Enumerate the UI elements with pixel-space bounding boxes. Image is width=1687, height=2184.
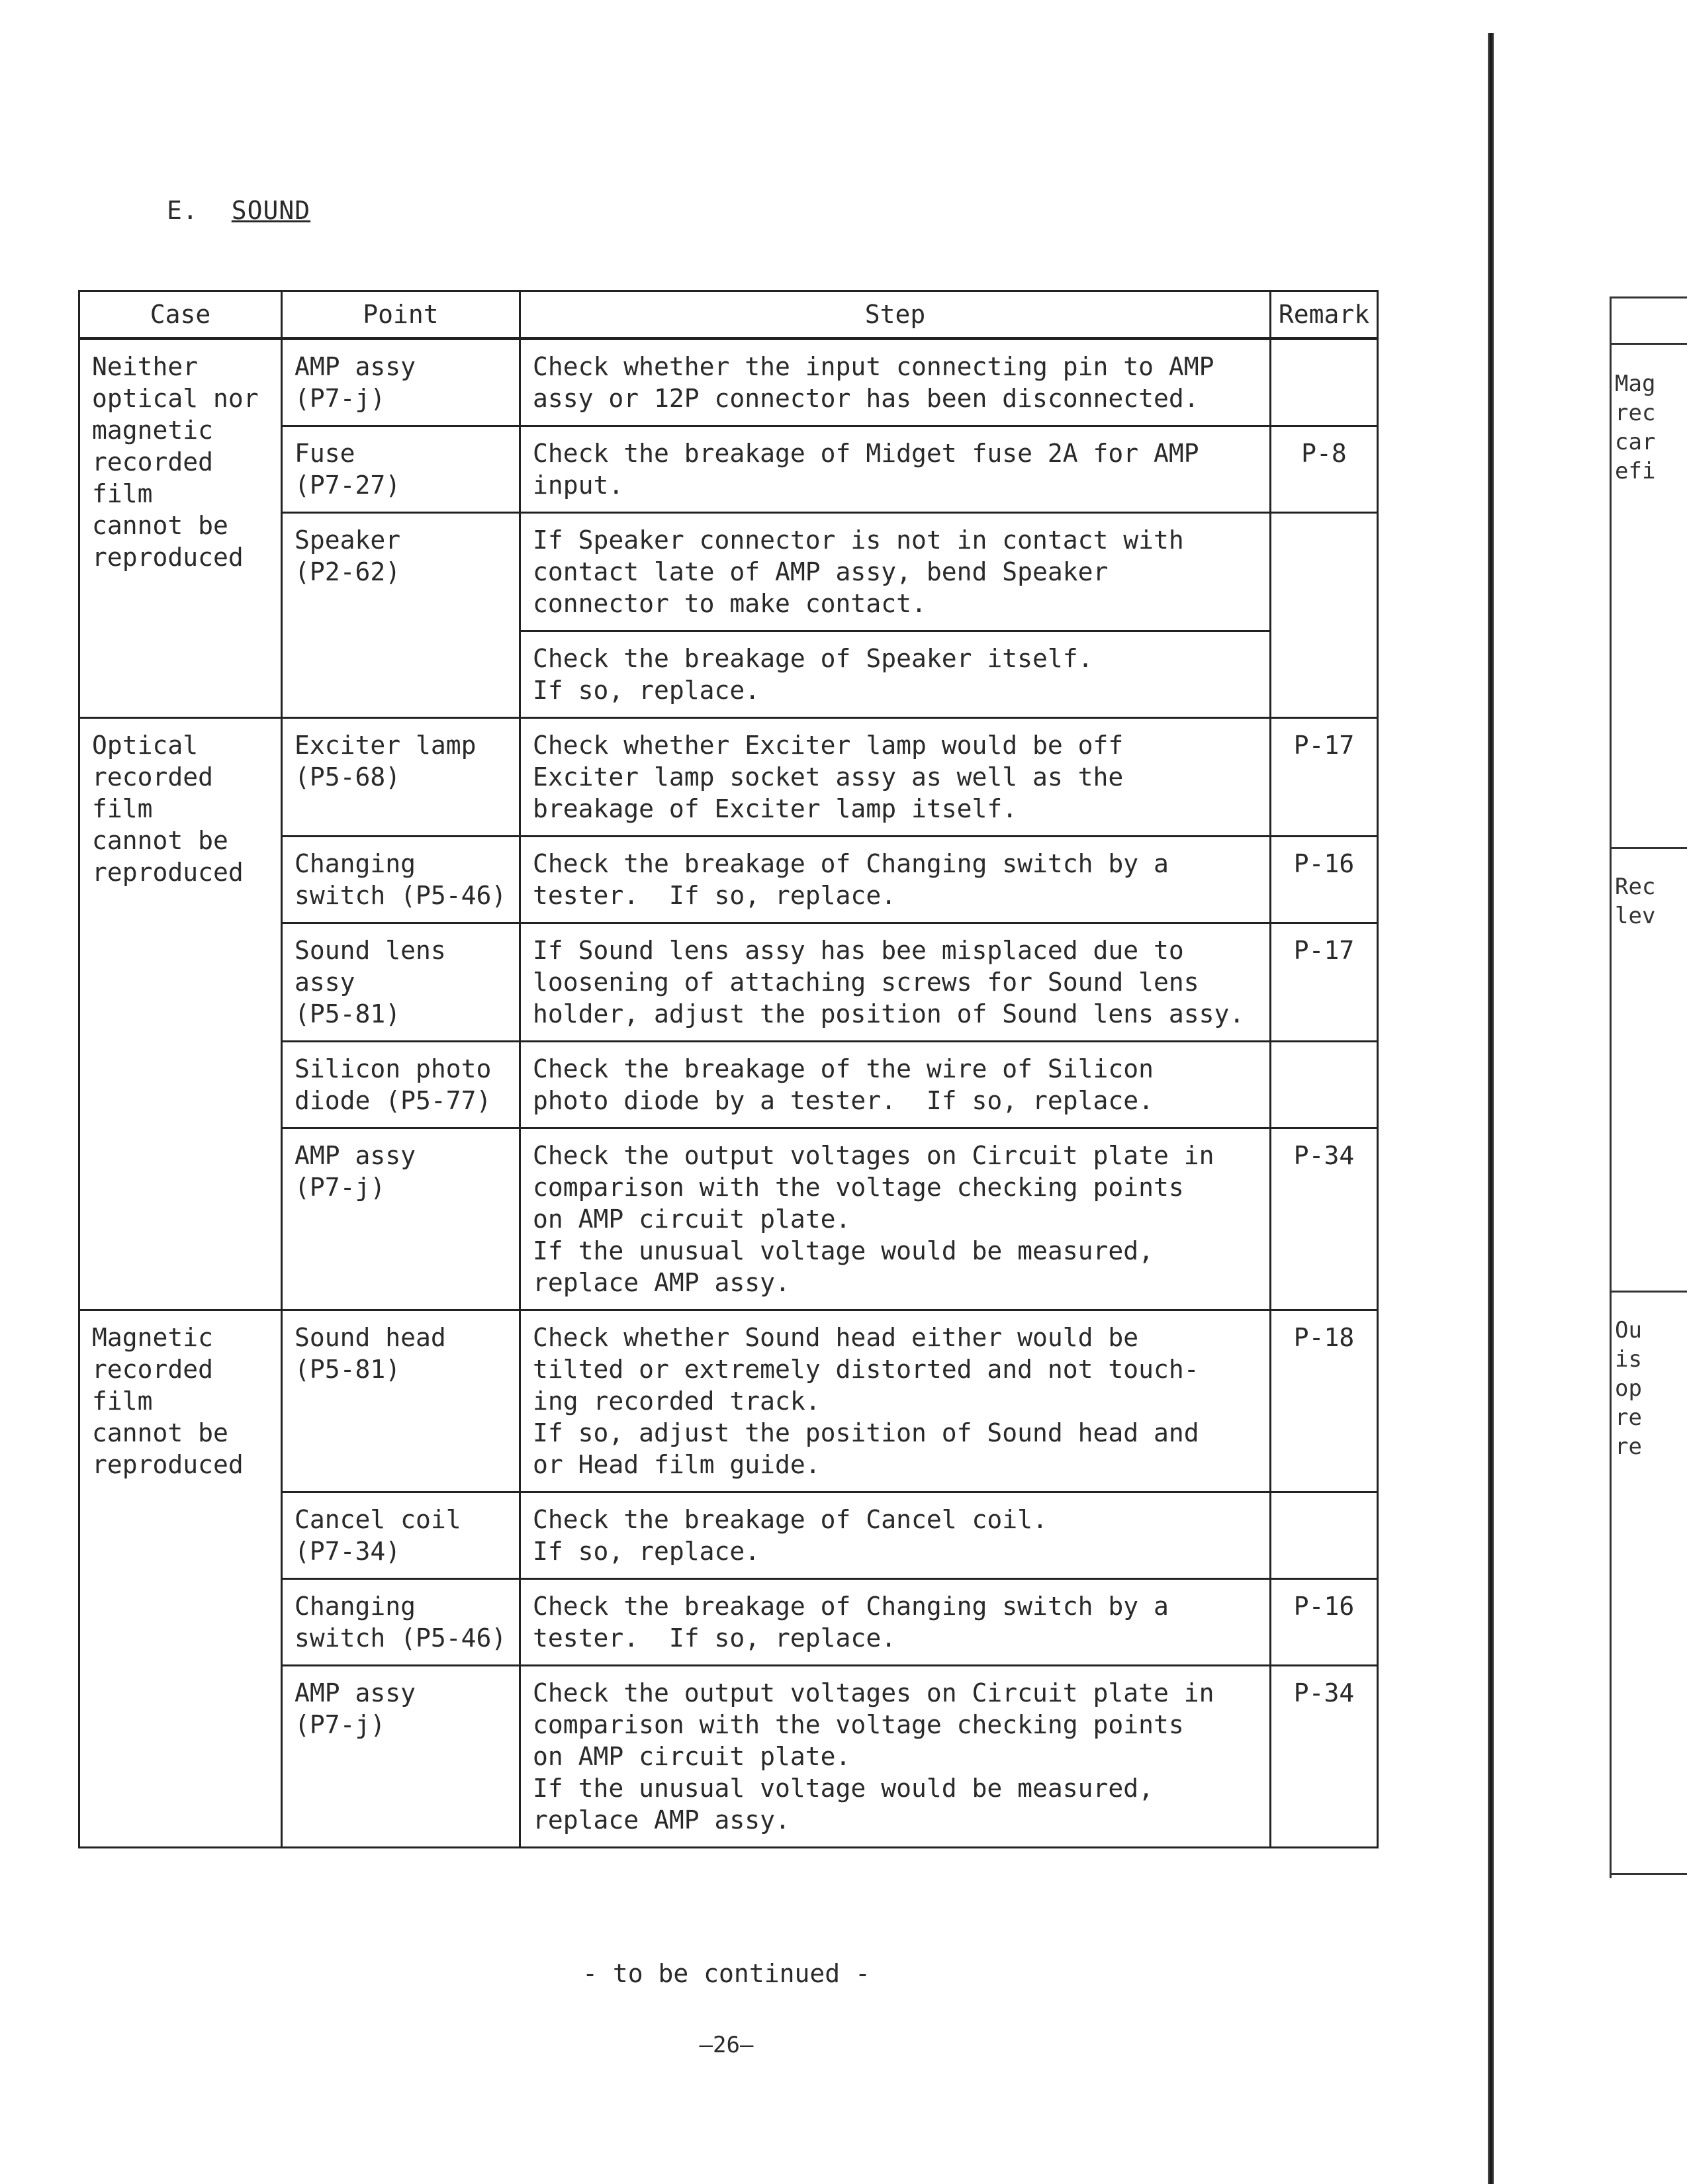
header-case: Case	[79, 291, 282, 339]
adjacent-table-rule	[1610, 296, 1687, 298]
step-cell	[520, 339, 1271, 426]
table-header-row	[79, 291, 1378, 339]
step-line: Exciter lamp socket assy as well as the	[533, 762, 1124, 792]
sound-troubleshooting-table	[78, 290, 1379, 1848]
step-line: If so, replace.	[533, 676, 760, 705]
step-line: If Sound lens assy has bee misplaced due to	[533, 936, 1184, 965]
step-line: or Head film guide.	[533, 1450, 821, 1479]
adjacent-fragment: op	[1615, 1375, 1642, 1402]
case-line: recorded	[92, 1355, 214, 1384]
point-line: AMP assy	[295, 1141, 416, 1170]
adjacent-table-rule	[1610, 1291, 1687, 1293]
point-line: (P2-62)	[295, 557, 401, 586]
point-cell	[282, 1042, 520, 1128]
point-line: Silicon photo	[295, 1054, 492, 1083]
adjacent-page-fragment	[1522, 0, 1687, 2184]
step-line: ing recorded track.	[533, 1387, 821, 1416]
step-cell	[520, 923, 1271, 1042]
case-line: Neither	[92, 352, 199, 381]
step-cell	[520, 837, 1271, 923]
point-line: Sound head	[295, 1323, 446, 1352]
step-line: If the unusual voltage would be measured,	[533, 1236, 1154, 1265]
adjacent-table-rule	[1610, 847, 1687, 849]
point-line: (P7-j)	[295, 384, 386, 413]
case-line: reproduced	[92, 858, 244, 887]
point-cell	[282, 1310, 520, 1492]
point-cell	[282, 1128, 520, 1310]
point-line: Changing	[295, 849, 416, 878]
step-line: Check the breakage of the wire of Silicon	[533, 1054, 1154, 1083]
step-cell	[520, 1310, 1271, 1492]
point-cell	[282, 1492, 520, 1579]
point-line: switch (P5-46)	[295, 1623, 507, 1653]
step-line: tester. If so, replace.	[533, 1623, 897, 1653]
step-line: on AMP circuit plate.	[533, 1205, 851, 1234]
point-line: (P7-27)	[295, 471, 401, 500]
step-line: If Speaker connector is not in contact with	[533, 525, 1184, 555]
point-line: (P5-68)	[295, 762, 401, 792]
step-line: loosening of attaching screws for Sound lens	[533, 968, 1199, 997]
section-letter: E.	[167, 196, 199, 225]
point-line: AMP assy	[295, 1678, 416, 1707]
case-line: Magnetic	[92, 1323, 214, 1352]
remark-cell: P-34	[1271, 1128, 1378, 1310]
step-line: comparison with the voltage checking points	[533, 1710, 1184, 1739]
point-line: (P7-j)	[295, 1710, 386, 1739]
step-cell	[520, 718, 1271, 837]
step-line: tilted or extremely distorted and not touch-	[533, 1355, 1199, 1384]
step-line: tester. If so, replace.	[533, 881, 897, 910]
step-line: Check whether the input connecting pin to AMP	[533, 352, 1214, 381]
point-line: Exciter lamp	[295, 731, 477, 760]
point-line: (P5-81)	[295, 999, 401, 1028]
remark-cell	[1271, 513, 1378, 718]
step-line: Check the breakage of Cancel coil.	[533, 1505, 1048, 1534]
adjacent-fragment: car	[1615, 429, 1656, 455]
page-number: —26—	[699, 2032, 754, 2058]
binder-edge	[1488, 33, 1494, 2184]
adjacent-table-rule	[1610, 343, 1687, 345]
case-cell	[79, 339, 282, 718]
step-line: replace AMP assy.	[533, 1268, 790, 1297]
point-line: Changing	[295, 1592, 416, 1621]
step-line: Check the breakage of Changing switch by a	[533, 1592, 1169, 1621]
table-body	[79, 339, 1378, 1848]
case-line: Optical	[92, 731, 199, 760]
remark-cell	[1271, 1492, 1378, 1579]
point-line: assy	[295, 968, 355, 997]
step-line: input.	[533, 471, 624, 500]
case-line: film	[92, 1387, 153, 1416]
remark-cell	[1271, 1042, 1378, 1128]
table-row	[79, 1310, 1378, 1492]
step-line: replace AMP assy.	[533, 1805, 790, 1835]
point-cell	[282, 1579, 520, 1666]
point-cell	[282, 1666, 520, 1848]
adjacent-fragment: efi	[1615, 458, 1656, 484]
step-cell	[520, 513, 1271, 631]
point-line: Fuse	[295, 439, 355, 468]
step-line: Check the breakage of Midget fuse 2A for AMP	[533, 439, 1199, 468]
adjacent-fragment: re	[1615, 1433, 1642, 1460]
case-line: recorded	[92, 762, 214, 792]
case-line: recorded	[92, 447, 214, 477]
point-line: (P7-j)	[295, 1173, 386, 1202]
point-line: Sound lens	[295, 936, 446, 965]
step-line: on AMP circuit plate.	[533, 1742, 851, 1771]
point-cell	[282, 718, 520, 837]
step-line: breakage of Exciter lamp itself.	[533, 794, 1018, 823]
header-point: Point	[282, 291, 520, 339]
step-cell	[520, 1128, 1271, 1310]
table-row	[79, 718, 1378, 837]
point-line: diode (P5-77)	[295, 1086, 492, 1115]
point-cell	[282, 513, 520, 718]
step-line: Check the breakage of Speaker itself.	[533, 644, 1093, 673]
case-line: cannot be	[92, 826, 228, 855]
step-line: Check the output voltages on Circuit plate in	[533, 1141, 1214, 1170]
point-line: AMP assy	[295, 352, 416, 381]
step-line: comparison with the voltage checking points	[533, 1173, 1184, 1202]
step-line: Check whether Sound head either would be	[533, 1323, 1139, 1352]
step-cell	[520, 1579, 1271, 1666]
step-line: photo diode by a tester. If so, replace.	[533, 1086, 1154, 1115]
point-line: Speaker	[295, 525, 401, 555]
section-heading	[167, 196, 310, 225]
point-cell	[282, 923, 520, 1042]
continued-note: - to be continued -	[582, 1959, 870, 1988]
point-line: Cancel coil	[295, 1505, 461, 1534]
step-cell	[520, 1666, 1271, 1848]
header-remark: Remark	[1271, 291, 1378, 339]
adjacent-table-rule	[1610, 1873, 1687, 1875]
header-step: Step	[520, 291, 1271, 339]
case-cell	[79, 718, 282, 1310]
step-line: connector to make contact.	[533, 589, 927, 618]
case-line: film	[92, 479, 153, 508]
remark-cell: P-16	[1271, 837, 1378, 923]
table-row	[79, 339, 1378, 426]
section-title: SOUND	[231, 196, 311, 225]
adjacent-fragment: re	[1615, 1404, 1642, 1431]
point-cell	[282, 426, 520, 513]
case-line: reproduced	[92, 543, 244, 572]
remark-cell: P-17	[1271, 923, 1378, 1042]
point-line: (P5-81)	[295, 1355, 401, 1384]
step-cell	[520, 631, 1271, 718]
step-line: Check the output voltages on Circuit plate in	[533, 1678, 1214, 1707]
step-line: If the unusual voltage would be measured,	[533, 1774, 1154, 1803]
step-cell	[520, 426, 1271, 513]
remark-cell	[1271, 339, 1378, 426]
case-line: film	[92, 794, 153, 823]
adjacent-fragment: Ou	[1615, 1317, 1642, 1343]
remark-cell: P-16	[1271, 1579, 1378, 1666]
case-line: reproduced	[92, 1450, 244, 1479]
point-cell	[282, 837, 520, 923]
step-line: contact late of AMP assy, bend Speaker	[533, 557, 1109, 586]
point-line: switch (P5-46)	[295, 881, 507, 910]
adjacent-fragment: lev	[1615, 903, 1656, 929]
case-line: cannot be	[92, 511, 228, 540]
step-line: If so, adjust the position of Sound head and	[533, 1418, 1199, 1447]
step-cell	[520, 1042, 1271, 1128]
step-line: Check whether Exciter lamp would be off	[533, 731, 1124, 760]
step-line: assy or 12P connector has been disconnected.	[533, 384, 1199, 413]
adjacent-fragment: is	[1615, 1346, 1642, 1373]
step-line: If so, replace.	[533, 1537, 760, 1566]
adjacent-fragment: Rec	[1615, 874, 1656, 900]
adjacent-fragment: rec	[1615, 400, 1656, 426]
point-cell	[282, 339, 520, 426]
remark-cell: P-18	[1271, 1310, 1378, 1492]
remark-cell: P-8	[1271, 426, 1378, 513]
case-line: magnetic	[92, 416, 214, 445]
adjacent-fragment: Mag	[1615, 371, 1656, 397]
case-line: cannot be	[92, 1418, 228, 1447]
case-line: optical nor	[92, 384, 259, 413]
step-line: Check the breakage of Changing switch by a	[533, 849, 1169, 878]
remark-cell: P-17	[1271, 718, 1378, 837]
case-cell	[79, 1310, 282, 1848]
remark-cell: P-34	[1271, 1666, 1378, 1848]
adjacent-table-border	[1610, 296, 1612, 1878]
step-cell	[520, 1492, 1271, 1579]
point-line: (P7-34)	[295, 1537, 401, 1566]
step-line: holder, adjust the position of Sound lens assy.	[533, 999, 1245, 1028]
